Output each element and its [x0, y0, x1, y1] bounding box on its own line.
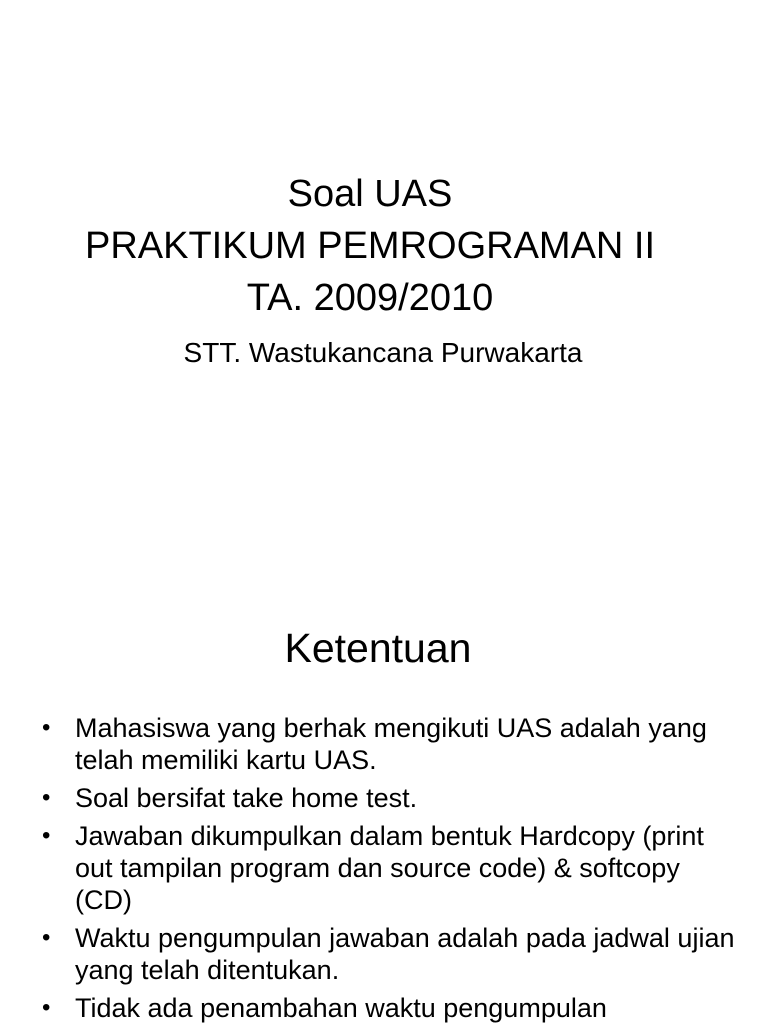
bullet-icon: • [42, 994, 51, 1021]
bullet-icon: • [42, 822, 51, 849]
rule-item-submission-format [42, 820, 742, 916]
rule-item-exam-card [42, 712, 742, 776]
bullet-icon: • [42, 714, 51, 741]
rules-list [42, 712, 742, 1024]
rule-text: Jawaban dikumpulkan dalam bentuk Hardcopy (print out tampilan program dan source code) & softcopy (CD) [75, 821, 704, 915]
slide-rules [0, 576, 768, 1024]
rule-text: Tidak ada penambahan waktu pengumpulan [75, 993, 607, 1023]
rule-item-take-home [42, 782, 742, 814]
institution-subtitle: STT. Wastukancana Purwakarta [183, 337, 583, 368]
rule-text: Waktu pengumpulan jawaban adalah pada jadwal ujian yang telah ditentukan. [75, 923, 735, 985]
title-line-academic-year: TA. 2009/2010 [246, 277, 494, 319]
bullet-icon: • [42, 784, 51, 811]
rules-heading: Ketentuan [284, 625, 472, 671]
title-line-course: PRAKTIKUM PEMROGRAMAN II [84, 225, 656, 267]
rule-item-submission-time [42, 922, 742, 986]
rule-text: Soal bersifat take home test. [75, 783, 418, 813]
title-line-exam: Soal UAS [287, 173, 453, 215]
rule-text: Mahasiswa yang berhak mengikuti UAS adalah yang telah memiliki kartu UAS. [75, 713, 707, 775]
bullet-icon: • [42, 924, 51, 951]
slide-title-heading [0, 168, 740, 324]
rule-item-no-extension [42, 992, 742, 1024]
